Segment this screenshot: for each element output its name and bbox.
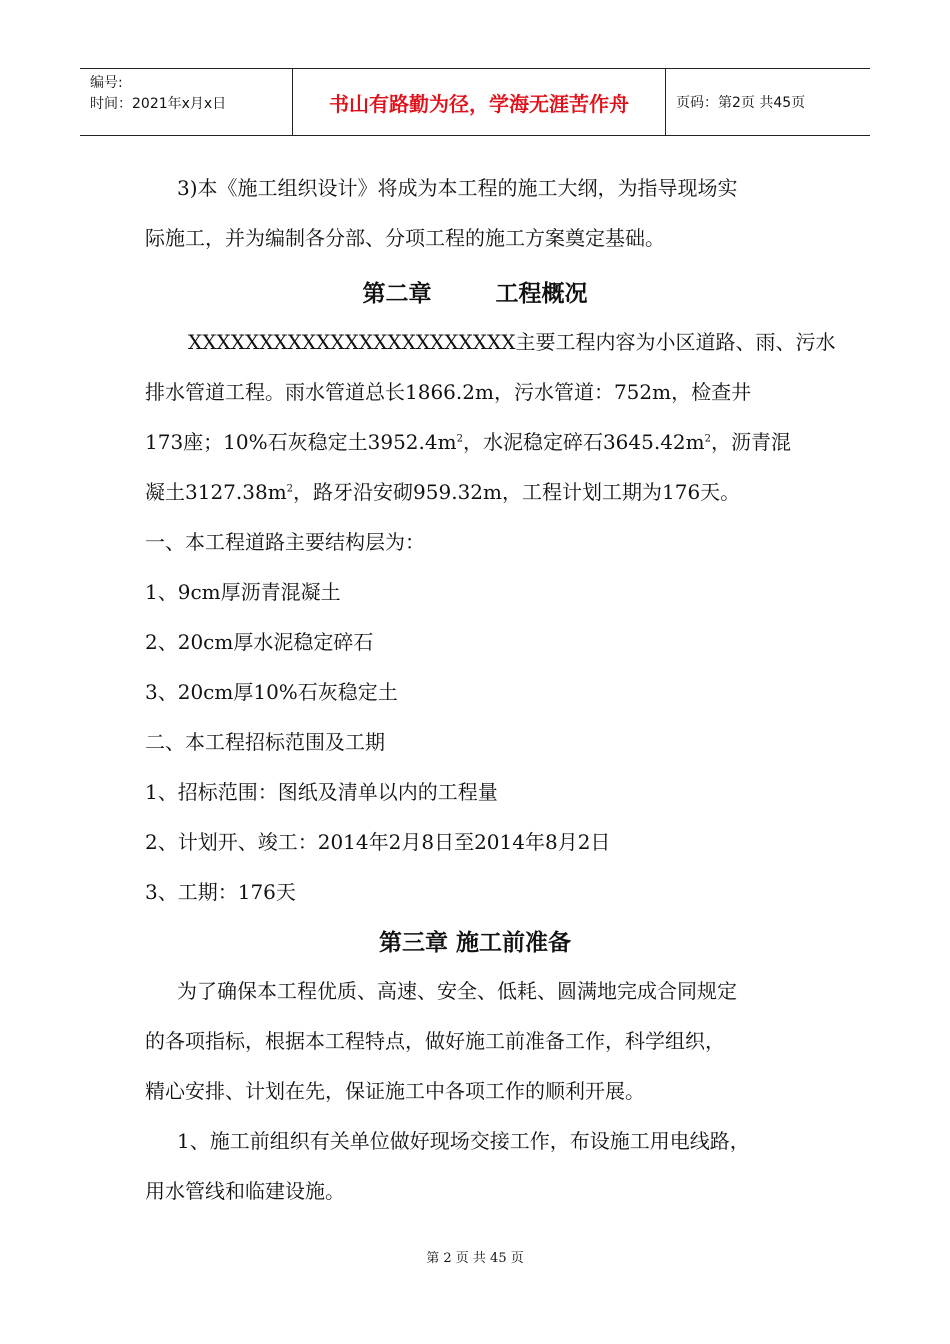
header-motto: 书山有路勤为径，学海无涯苦作舟 — [293, 69, 666, 135]
header-page-label: 页码：第2页 共45页 — [676, 95, 806, 111]
text-span: ，水泥稳定碎石3645.42m — [462, 430, 705, 454]
superscript: 2 — [286, 483, 294, 495]
paragraph-line: 1、施工前组织有关单位做好现场交接工作，布设施工用电线路， — [177, 1129, 750, 1153]
chapter-2-name: 工程概况 — [495, 281, 588, 307]
list-item: 2、20cm厚水泥稳定碎石 — [145, 630, 374, 654]
date-label: 时间：2021年x月x日 — [90, 96, 227, 112]
chapter-2-title — [0, 275, 950, 308]
text-span: ，沥青混 — [711, 430, 791, 454]
paragraph-line: 用水管线和临建设施。 — [145, 1179, 345, 1203]
paragraph-line: XXXXXXXXXXXXXXXXXXXXXXX主要工程内容为小区道路、雨、污水 — [188, 330, 836, 354]
chapter-2-number: 第二章 — [362, 281, 432, 307]
page-header — [80, 68, 870, 136]
list-item: 3、工期：176天 — [145, 880, 296, 904]
list-item: 3、20cm厚10%石灰稳定土 — [145, 680, 398, 704]
section-heading: 一、本工程道路主要结构层为： — [145, 530, 425, 554]
number-label: 编号: — [90, 75, 123, 91]
header-meta — [80, 69, 293, 135]
paragraph-line: 为了确保本工程优质、高速、安全、低耗、圆满地完成合同规定 — [177, 979, 737, 1003]
text-span: ，路牙沿安砌959.32m，工程计划工期为176天。 — [293, 480, 741, 504]
superscript: 2 — [456, 433, 463, 445]
page-footer: 第 2 页 共 45 页 — [426, 1251, 524, 1266]
list-item: 2、计划开、竣工：2014年2月8日至2014年8月2日 — [145, 830, 611, 854]
list-item: 1、9cm厚沥青混凝土 — [145, 580, 341, 604]
paragraph-line: 际施工，并为编制各分部、分项工程的施工方案奠定基础。 — [145, 226, 665, 250]
chapter-3-title: 第三章 施工前准备 — [378, 930, 571, 956]
paragraph-line: 的各项指标，根据本工程特点，做好施工前准备工作，科学组织， — [145, 1029, 725, 1053]
paragraph-line: 排水管道工程。雨水管道总长1866.2m，污水管道：752m，检查井 — [145, 380, 752, 404]
paragraph-line — [145, 476, 740, 505]
paragraph-line — [145, 426, 791, 455]
text-span: 173座；10%石灰稳定土3952.4m — [145, 430, 457, 454]
section-heading: 二、本工程招标范围及工期 — [145, 730, 385, 754]
superscript: 2 — [704, 433, 711, 445]
list-item: 1、招标范围：图纸及清单以内的工程量 — [145, 780, 498, 804]
paragraph-line: 精心安排、计划在先，保证施工中各项工作的顺利开展。 — [145, 1079, 645, 1103]
paragraph-line: 3)本《施工组织设计》将成为本工程的施工大纲，为指导现场实 — [177, 176, 738, 200]
text-span: 凝土3127.38m — [145, 480, 287, 504]
